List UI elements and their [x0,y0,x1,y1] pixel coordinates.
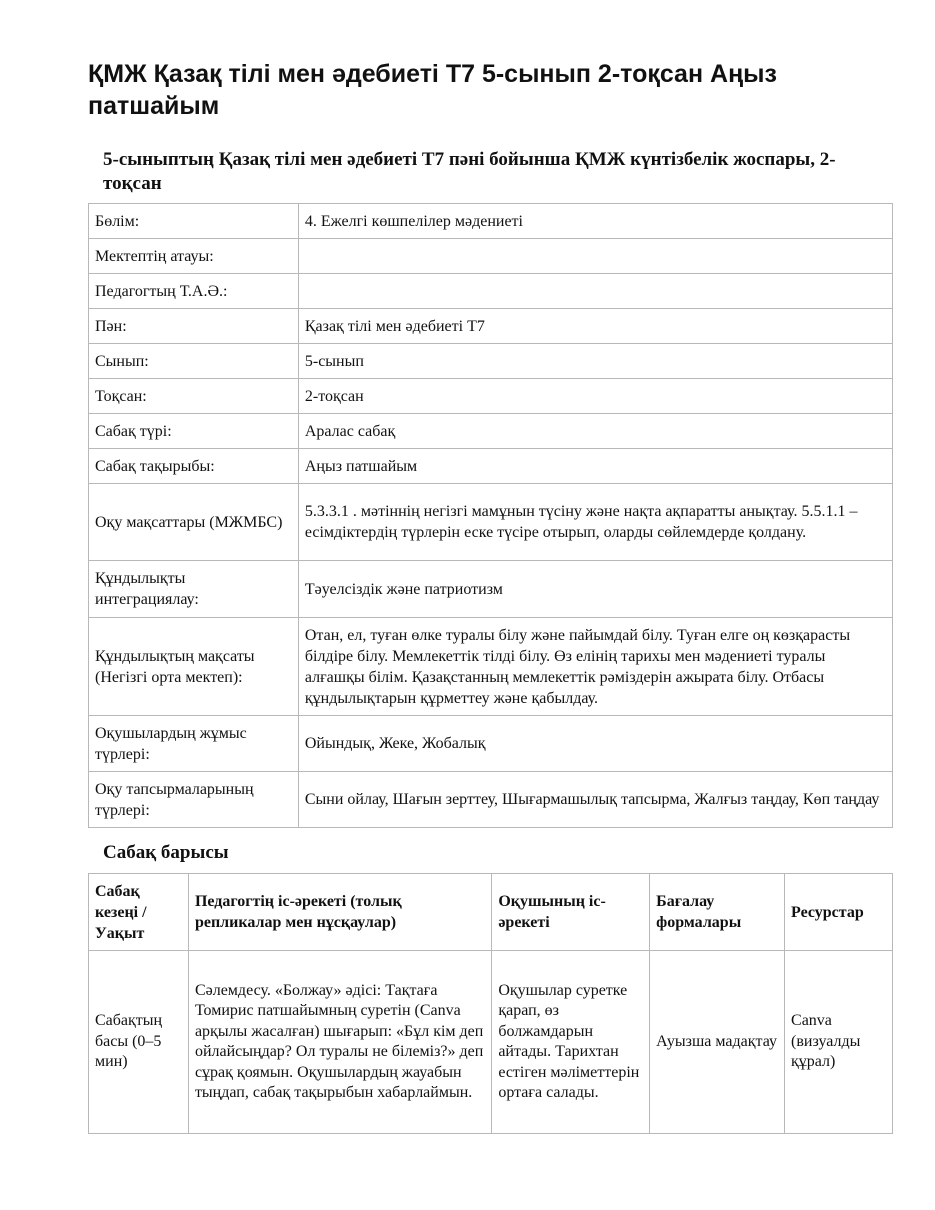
info-value: 5.3.3.1 . мәтіннің негізгі мамұнын түсіну және нақта ақпаратты анықтау. 5.5.1.1 – есімдіктердің түрлерін еске түсіре отырып, оларды сөйлемдерде қолдану. [298,484,892,561]
info-label: Тоқсан: [89,379,299,414]
lesson-plan-table [88,873,893,1134]
info-label: Сабақ түрі: [89,414,299,449]
info-label: Құндылықтың мақсаты (Негізгі орта мектеп): [89,618,299,716]
info-value: Тәуелсіздік және патриотизм [298,561,892,618]
plan-header-row [89,874,893,951]
plan-header-resources: Ресурстар [785,874,893,951]
plan-header-assessment: Бағалау формалары [650,874,785,951]
info-row [89,379,893,414]
info-row [89,716,893,772]
lesson-info-table [88,203,893,828]
info-value [298,274,892,309]
plan-cell-assessment: Ауызша мадақтау [650,951,785,1134]
info-label: Сабақ тақырыбы: [89,449,299,484]
info-row [89,204,893,239]
plan-header-stage: Сабақ кезеңі / Уақыт [89,874,189,951]
info-row [89,274,893,309]
info-row [89,414,893,449]
plan-cell-stage: Сабақтың басы (0–5 мин) [89,951,189,1134]
plan-cell-student: Оқушылар суретке қарап, өз болжамдарын айтады. Тарихтан естіген мәліметтерін ортаға салады. [492,951,650,1134]
info-value: Отан, ел, туған өлке туралы білу және пайымдай білу. Туған елге оң көзқарасты білдіре білу. Мемлекеттік тілді білу. Өз елінің тарихы мен мәдениеті туралы алғашқы білім. Қазақстанның мемлекеттік рәміздерін ажырата білу. Отбасы құндылықтарын құрметтеу және қабылдау. [298,618,892,716]
plan-header-student: Оқушының іс-әрекеті [492,874,650,951]
info-value: 4. Ежелгі көшпелілер мәдениеті [298,204,892,239]
plan-header-teacher: Педагогтің іс-әрекеті (толық репликалар мен нұсқаулар) [188,874,491,951]
info-row [89,561,893,618]
plan-cell-resources: Canva (визуалды құрал) [785,951,893,1134]
info-value: Ойындық, Жеке, Жобалық [298,716,892,772]
info-value [298,239,892,274]
info-label: Педагогтың Т.А.Ә.: [89,274,299,309]
info-label: Пән: [89,309,299,344]
info-label: Оқушылардың жұмыс түрлері: [89,716,299,772]
lesson-flow-heading: Сабақ барысы [103,842,229,863]
info-row [89,484,893,561]
info-value: Аралас сабақ [298,414,892,449]
info-label: Оқу тапсырмаларының түрлері: [89,772,299,828]
info-row [89,239,893,274]
info-label: Мектептің атауы: [89,239,299,274]
info-value: Қазақ тілі мен әдебиеті Т7 [298,309,892,344]
info-label: Құндылықты интеграциялау: [89,561,299,618]
info-value: Аңыз патшайым [298,449,892,484]
document-subtitle: 5-сыныптың Қазақ тілі мен әдебиеті Т7 пәні бойынша ҚМЖ күнтізбелік жоспары, 2-тоқсан [103,149,836,194]
info-label: Сынып: [89,344,299,379]
info-row [89,618,893,716]
plan-row [89,951,893,1134]
plan-cell-teacher: Сәлемдесу. «Болжау» әдісі: Тақтаға Томирис патшайымның суретін (Canva арқылы жасалған) шығарып: «Бұл кім деп ойлайсыңдар? Ол туралы не білеміз?» деп сұрақ қоямын. Оқушылардың жауабын тыңдап, сабақ тақырыбын хабарлаймын. [188,951,491,1134]
info-row [89,309,893,344]
info-row [89,772,893,828]
info-value: Сыни ойлау, Шағын зерттеу, Шығармашылық тапсырма, Жалғыз таңдау, Көп таңдау [298,772,892,828]
info-label: Бөлім: [89,204,299,239]
document-title: ҚМЖ Қазақ тілі мен әдебиеті Т7 5-сынып 2-тоқсан Аңыз патшайым [88,60,777,120]
info-value: 5-сынып [298,344,892,379]
info-row [89,449,893,484]
info-row [89,344,893,379]
info-label: Оқу мақсаттары (МЖМБС) [89,484,299,561]
info-value: 2-тоқсан [298,379,892,414]
